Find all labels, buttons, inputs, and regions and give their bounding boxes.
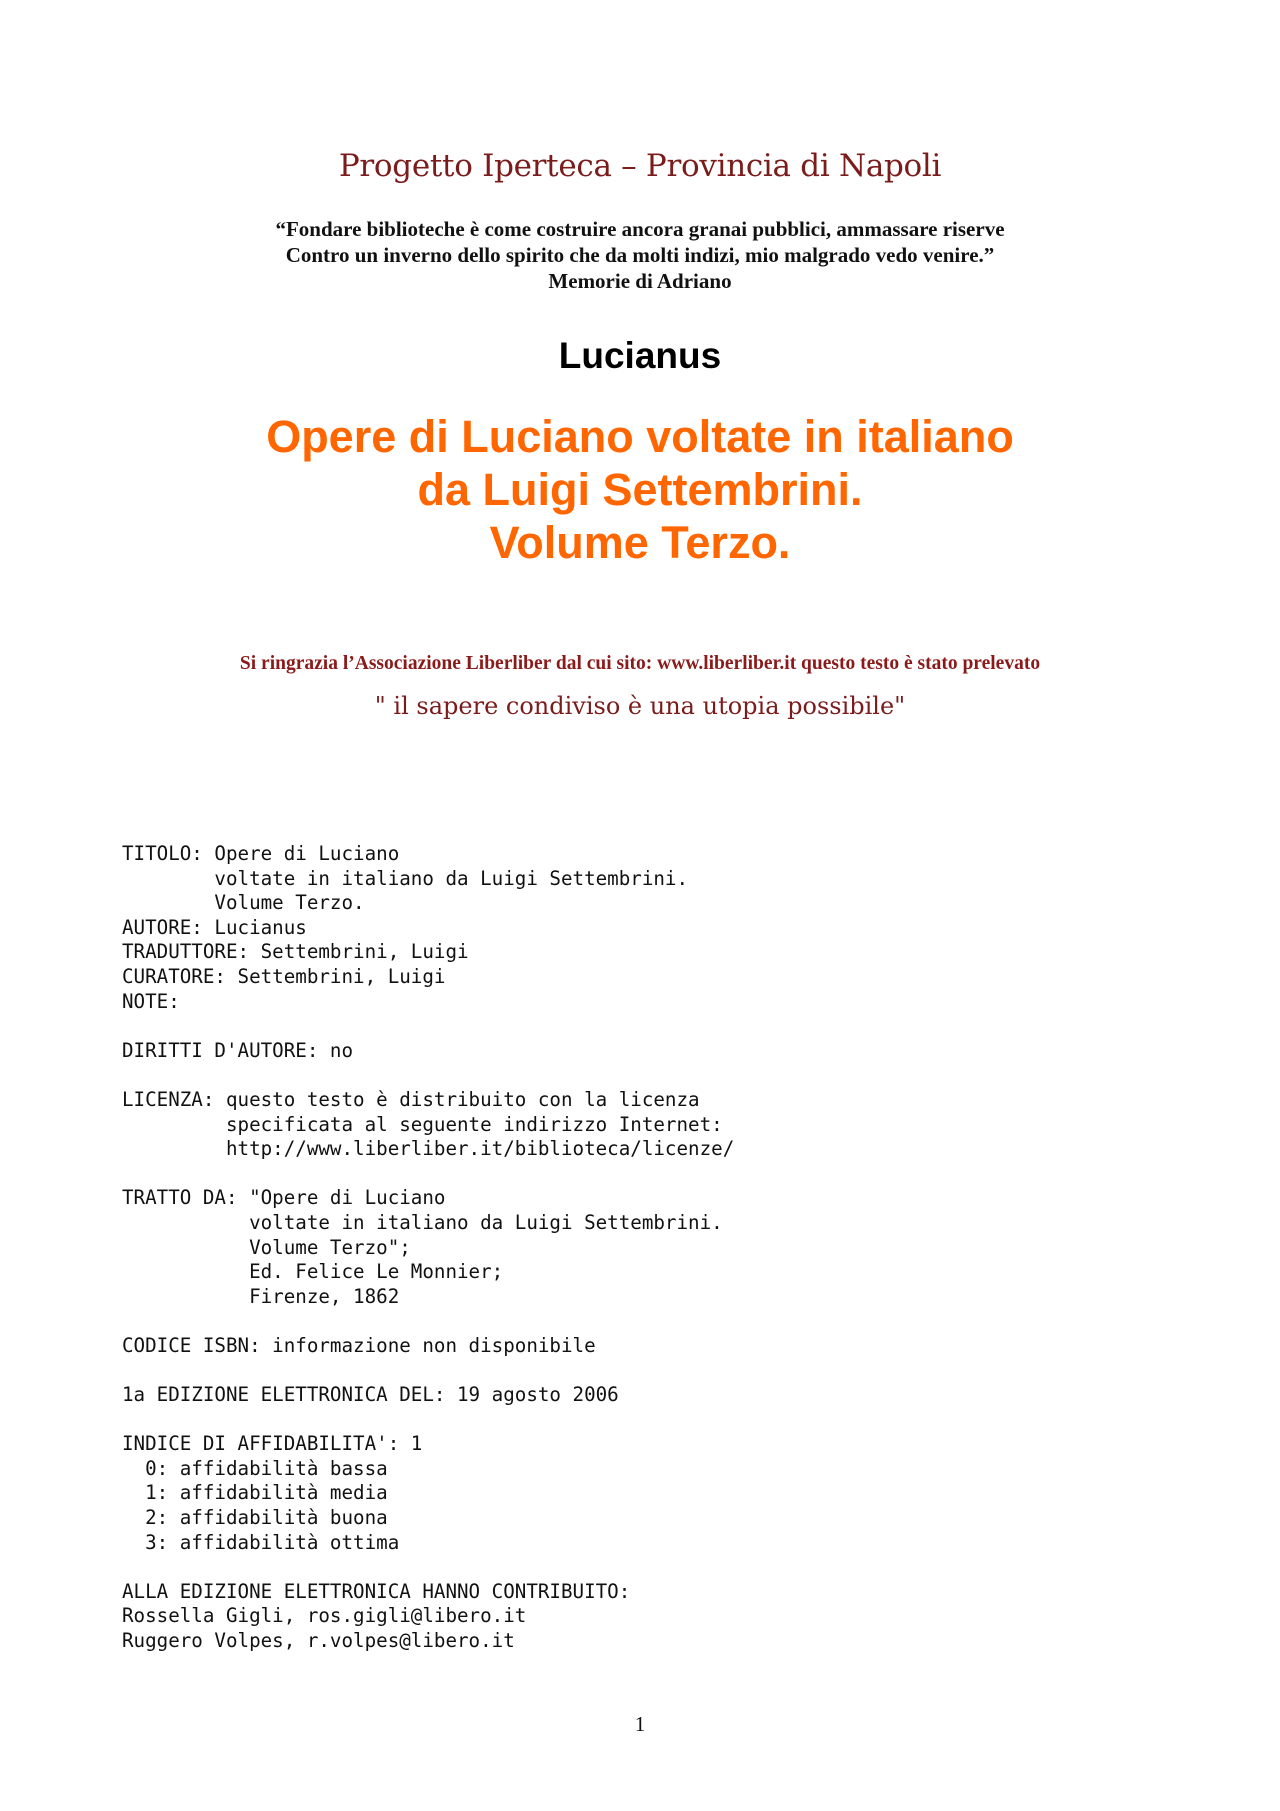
metadata-line: Firenze, 1862: [122, 1284, 400, 1308]
motto-text: " il sapere condiviso è una utopia possibile": [374, 692, 906, 720]
metadata-line: Volume Terzo";: [122, 1235, 411, 1259]
metadata-line: voltate in italiano da Luigi Settembrini.: [122, 1210, 723, 1234]
metadata-line: Rossella Gigli, ros.gigli@libero.it: [122, 1604, 527, 1628]
quote-source: Memorie di Adriano: [548, 269, 732, 293]
book-title-line-1: Opere di Luciano voltate in italiano: [266, 411, 1014, 462]
metadata-line: TRADUTTORE: Settembrini, Luigi: [122, 940, 469, 964]
metadata-line: 1a EDIZIONE ELETTRONICA DEL: 19 agosto 2006: [122, 1383, 619, 1407]
metadata-line: INDICE DI AFFIDABILITA': 1: [122, 1432, 423, 1456]
epigraph-quote: [0, 216, 1280, 294]
metadata-line: CODICE ISBN: informazione non disponibile: [122, 1333, 596, 1357]
metadata-block: [122, 842, 734, 1654]
metadata-line: TITOLO: Opere di Luciano: [122, 842, 400, 865]
metadata-line: specificata al seguente indirizzo Internet:: [122, 1112, 723, 1136]
metadata-line: http://www.liberliber.it/biblioteca/licenze/: [122, 1137, 735, 1161]
book-title: [0, 410, 1280, 569]
quote-line-1: “Fondare biblioteche è come costruire ancora granai pubblici, ammassare riserve: [275, 217, 1005, 241]
metadata-line: DIRITTI D'AUTORE: no: [122, 1038, 354, 1062]
metadata-line: 0: affidabilità bassa: [122, 1456, 388, 1480]
metadata-line: CURATORE: Settembrini, Luigi: [122, 964, 446, 988]
book-title-line-2: da Luigi Settembrini.: [417, 464, 863, 515]
metadata-line: Volume Terzo.: [122, 891, 365, 915]
metadata-line: NOTE:: [122, 989, 180, 1013]
acknowledgement-text: Si ringrazia l’Associazione Liberliber dal cui sito: www.liberliber.it questo testo è stato prelevato: [239, 653, 1041, 674]
metadata-line: 1: affidabilità media: [122, 1481, 388, 1505]
author-name: Lucianus: [558, 335, 722, 376]
book-title-line-3: Volume Terzo.: [489, 517, 791, 568]
metadata-line: Ruggero Volpes, r.volpes@libero.it: [122, 1629, 515, 1652]
metadata-line: LICENZA: questo testo è distribuito con la licenza: [122, 1087, 700, 1111]
metadata-line: 2: affidabilità buona: [122, 1506, 388, 1530]
project-title: Progetto Iperteca – Provincia di Napoli: [338, 148, 942, 184]
metadata-line: voltate in italiano da Luigi Settembrini.: [122, 866, 689, 890]
metadata-line: AUTORE: Lucianus: [122, 915, 307, 939]
page-number: 1: [634, 1712, 646, 1736]
metadata-line: 3: affidabilità ottima: [122, 1530, 400, 1554]
quote-line-2: Contro un inverno dello spirito che da molti indizi, mio malgrado vedo venire.”: [285, 243, 995, 267]
metadata-line: TRATTO DA: "Opere di Luciano: [122, 1186, 446, 1210]
metadata-line: Ed. Felice Le Monnier;: [122, 1260, 504, 1284]
metadata-line: ALLA EDIZIONE ELETTRONICA HANNO CONTRIBUITO:: [122, 1579, 631, 1603]
